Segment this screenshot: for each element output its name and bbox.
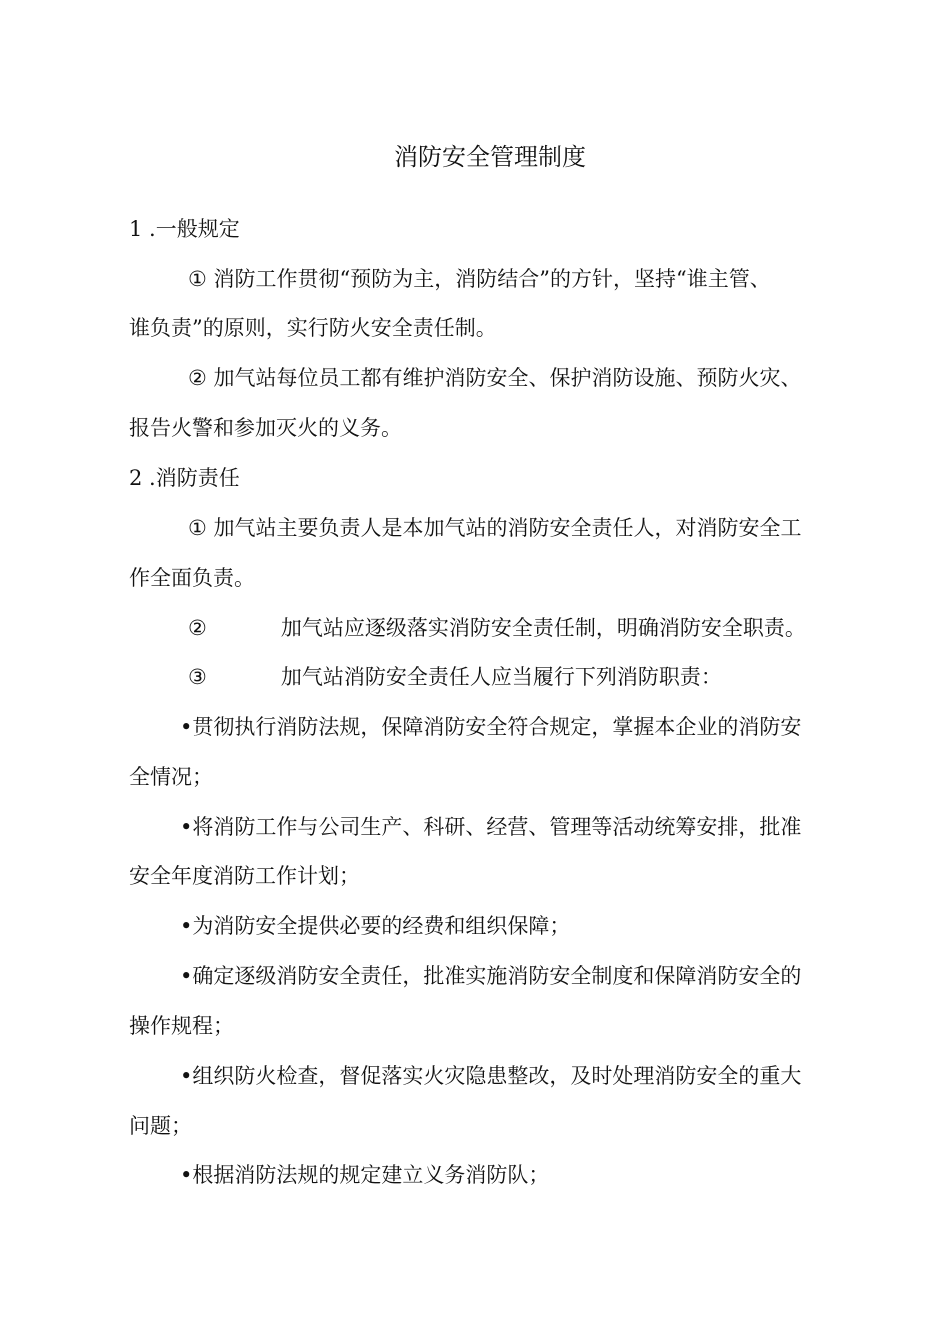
duty-bullet-3-text: 为消防安全提供必要的经费和组织保障； bbox=[192, 914, 571, 938]
general-item-2-text: 加气站每位员工都有维护消防安全、保护消防设施、预防火灾、 bbox=[213, 366, 802, 390]
duty-bullet-2 bbox=[180, 813, 801, 841]
duty-bullet-1-text: 贯彻执行消防法规，保障消防安全符合规定，掌握本企业的消防安 bbox=[192, 715, 802, 739]
bullet-icon: • bbox=[180, 964, 193, 988]
responsibility-item-3 bbox=[188, 663, 722, 691]
duty-bullet-6-text: 根据消防法规的规定建立义务消防队； bbox=[192, 1163, 550, 1187]
bullet-icon: • bbox=[180, 715, 193, 739]
duty-bullet-4-text: 确定逐级消防安全责任，批准实施消防安全制度和保障消防安全的 bbox=[192, 964, 802, 988]
section-heading-responsibility: 2 .消防责任 bbox=[129, 466, 240, 490]
responsibility-item-3-text: 加气站消防安全责任人应当履行下列消防职责： bbox=[280, 665, 722, 689]
general-item-2 bbox=[188, 364, 802, 392]
duty-bullet-1 bbox=[180, 713, 801, 741]
circled-number-1: ① bbox=[188, 516, 207, 540]
duty-bullet-5-continuation: 问题； bbox=[129, 1114, 192, 1138]
bullet-icon: • bbox=[180, 1163, 193, 1187]
circled-number-3: ③ bbox=[188, 665, 207, 689]
duty-bullet-1-continuation: 全情况； bbox=[129, 765, 213, 789]
responsibility-item-1 bbox=[188, 514, 802, 542]
responsibility-item-1-continuation: 作全面负责。 bbox=[129, 566, 255, 590]
general-item-1 bbox=[188, 265, 771, 293]
general-item-1-text: 消防工作贯彻“预防为主，消防结合”的方针，坚持“谁主管、 bbox=[213, 267, 771, 291]
duty-bullet-4 bbox=[180, 962, 801, 990]
duty-bullet-3 bbox=[180, 912, 570, 940]
duty-bullet-4-continuation: 操作规程； bbox=[129, 1014, 234, 1038]
general-item-1-continuation: 谁负责”的原则，实行防火安全责任制。 bbox=[129, 316, 497, 340]
responsibility-item-2 bbox=[188, 614, 806, 642]
duty-bullet-6 bbox=[180, 1161, 549, 1189]
responsibility-item-2-text: 加气站应逐级落实消防安全责任制，明确消防安全职责。 bbox=[280, 616, 806, 640]
section-heading-general: 1 .一般规定 bbox=[129, 217, 240, 241]
duty-bullet-5-text: 组织防火检查，督促落实火灾隐患整改，及时处理消防安全的重大 bbox=[192, 1064, 802, 1088]
bullet-icon: • bbox=[180, 815, 193, 839]
general-item-2-continuation: 报告火警和参加灭火的义务。 bbox=[129, 416, 402, 440]
duty-bullet-2-text: 将消防工作与公司生产、科研、经营、管理等活动统筹安排，批准 bbox=[192, 815, 802, 839]
duty-bullet-2-continuation: 安全年度消防工作计划； bbox=[129, 864, 360, 888]
document-title: 消防安全管理制度 bbox=[394, 143, 586, 171]
circled-number-2: ② bbox=[188, 366, 207, 390]
circled-number-2: ② bbox=[188, 616, 207, 640]
bullet-icon: • bbox=[180, 914, 193, 938]
responsibility-item-1-text: 加气站主要负责人是本加气站的消防安全责任人，对消防安全工 bbox=[213, 516, 802, 540]
duty-bullet-5 bbox=[180, 1062, 801, 1090]
bullet-icon: • bbox=[180, 1064, 193, 1088]
circled-number-1: ① bbox=[188, 267, 207, 291]
